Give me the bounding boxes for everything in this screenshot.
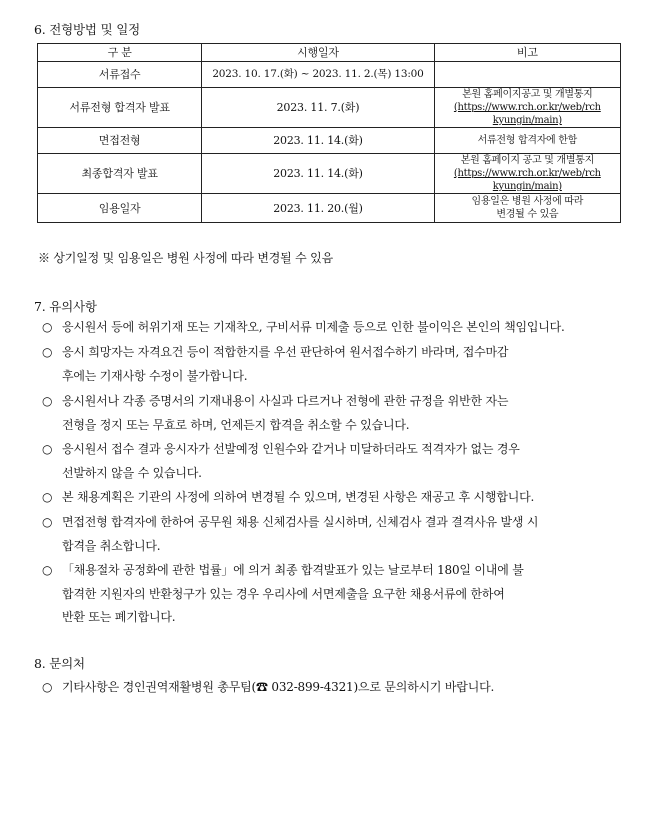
list-item xyxy=(42,316,627,340)
row-date: 2023. 11. 14.(화) xyxy=(202,154,434,194)
list-item-text: 응시원서 등에 허위기재 또는 기재착오, 구비서류 미제출 등으로 인한 불이익은 본인의 책임입니다. xyxy=(62,320,565,334)
schedule-footnote: ※ 상기일정 및 임용일은 병원 사정에 따라 변경될 수 있음 xyxy=(38,251,333,265)
circle-bullet-icon: ○ xyxy=(42,345,53,359)
list-item xyxy=(42,511,627,558)
homepage-link[interactable]: (https://www.rch.or.kr/web/rch xyxy=(453,102,601,113)
row-note xyxy=(434,62,620,88)
note-line: 임용일은 병원 사정에 따라 xyxy=(471,196,584,207)
row-note xyxy=(434,154,620,194)
note-line: 본원 홈페이지공고 및 개별통지 xyxy=(462,89,593,100)
circle-bullet-icon: ○ xyxy=(42,320,53,334)
circle-bullet-icon: ○ xyxy=(42,442,53,456)
list-item-text: 선발하지 않을 수 있습니다. xyxy=(62,465,202,480)
list-item-text: 응시원서 접수 결과 응시자가 선발예정 인원수와 같거나 미달하더라도 적격자가 없는 경우 xyxy=(62,442,520,456)
list-item xyxy=(42,390,627,437)
list-item xyxy=(42,438,627,485)
list-item-text: 합격한 지원자의 반환청구가 있는 경우 우리사에 서면제출을 요구한 채용서류에 한하여 xyxy=(62,586,505,601)
list-item-text: 후에는 기재사항 수정이 불가합니다. xyxy=(62,368,248,383)
header-note: 비고 xyxy=(434,44,620,62)
homepage-link-continued[interactable]: kyungin/main) xyxy=(492,181,562,192)
circle-bullet-icon: ○ xyxy=(42,563,53,577)
row-category: 최종합격자 발표 xyxy=(38,154,202,194)
row-note xyxy=(434,194,620,223)
contact-item xyxy=(42,676,627,700)
table-row xyxy=(38,154,621,194)
circle-bullet-icon: ○ xyxy=(42,680,53,694)
table-header-row xyxy=(38,44,621,62)
homepage-link-continued[interactable]: kyungin/main) xyxy=(492,115,562,126)
row-note xyxy=(434,88,620,128)
contact-text: 기타사항은 경인권역재활병원 총무팀(☎ 032-899-4321)으로 문의하시기 바랍니다. xyxy=(62,680,495,694)
list-item-text: 응시원서나 각종 증명서의 기재내용이 사실과 다르거나 전형에 관한 규정을 위반한 자는 xyxy=(62,394,509,408)
table-row xyxy=(38,194,621,223)
row-category: 서류전형 합격자 발표 xyxy=(38,88,202,128)
table-row xyxy=(38,128,621,154)
list-item-text: 본 채용계획은 기관의 사정에 의하여 변경될 수 있으며, 변경된 사항은 재공고 후 시행합니다. xyxy=(62,490,535,504)
section-7-title: 7. 유의사항 xyxy=(34,299,97,314)
row-date: 2023. 11. 20.(월) xyxy=(202,194,434,223)
table-row xyxy=(38,62,621,88)
list-item xyxy=(42,341,627,388)
homepage-link[interactable]: (https://www.rch.or.kr/web/rch xyxy=(453,168,601,179)
list-item-text: 면접전형 합격자에 한하여 공무원 채용 신체검사를 실시하며, 신체검사 결과 결격사유 발생 시 xyxy=(62,515,539,529)
circle-bullet-icon: ○ xyxy=(42,490,53,504)
row-note: 서류전형 합격자에 한함 xyxy=(434,128,620,154)
list-item xyxy=(42,486,627,510)
list-item-text: 「채용절차 공정화에 관한 법률」에 의거 최종 합격발표가 있는 날로부터 180일 이내에 불 xyxy=(62,563,524,577)
header-date: 시행일자 xyxy=(202,44,434,62)
note-line: 변경될 수 있음 xyxy=(496,209,559,220)
circle-bullet-icon: ○ xyxy=(42,515,53,529)
list-item-text: 합격을 취소합니다. xyxy=(62,538,161,553)
section-8-title: 8. 문의처 xyxy=(34,656,85,671)
table-row xyxy=(38,88,621,128)
header-category: 구 분 xyxy=(38,44,202,62)
list-item-text: 전형을 정지 또는 무효로 하며, 언제든지 합격을 취소할 수 있습니다. xyxy=(62,417,410,432)
note-line: 본원 홈페이지 공고 및 개별통지 xyxy=(460,155,594,166)
row-date: 2023. 10. 17.(화) ~ 2023. 11. 2.(목) 13:00 xyxy=(202,62,434,88)
section-6-title: 6. 전형방법 및 일정 xyxy=(34,22,140,37)
row-date: 2023. 11. 14.(화) xyxy=(202,128,434,154)
list-item-text: 반환 또는 폐기합니다. xyxy=(62,610,176,624)
list-item-text: 응시 희망자는 자격요건 등이 적합한지를 우선 판단하여 원서접수하기 바라며, 접수마감 xyxy=(62,345,509,359)
list-item xyxy=(42,559,627,630)
schedule-table xyxy=(37,43,621,223)
row-category: 서류접수 xyxy=(38,62,202,88)
row-date: 2023. 11. 7.(화) xyxy=(202,88,434,128)
row-category: 면접전형 xyxy=(38,128,202,154)
circle-bullet-icon: ○ xyxy=(42,394,53,408)
row-category: 임용일자 xyxy=(38,194,202,223)
